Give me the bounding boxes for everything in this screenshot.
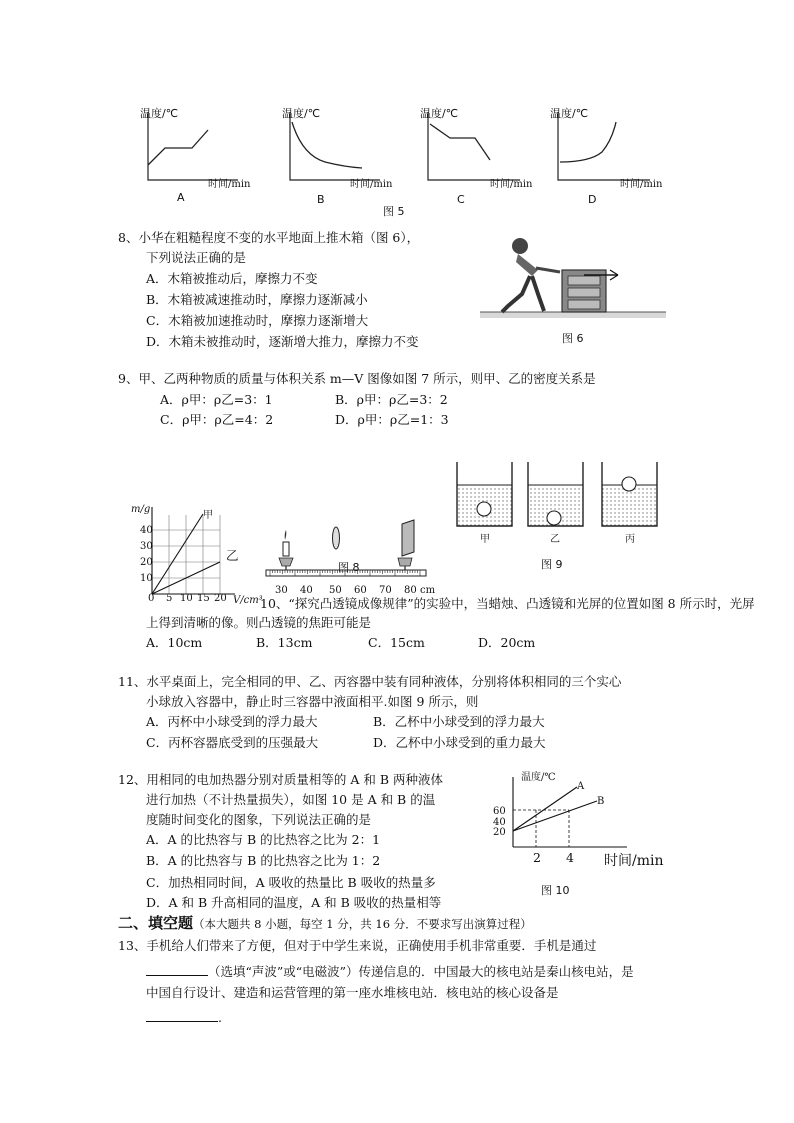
fig5-ylabel-b: 温度/℃ [282,107,321,120]
fig7-xtick-10: 10 [180,593,193,604]
q11-stem-line1: 11、水平桌面上，完全相同的甲、乙、丙容器中装有同种液体，分别将体积相同的三个实心 [118,674,622,689]
q9-option-d: D．ρ甲：ρ乙=1：3 [335,412,449,427]
q13-blank-1[interactable] [146,962,208,976]
fig6-caption: 图 6 [562,332,584,345]
q8-stem-line1: 8、小华在粗糙程度不变的水平地面上推木箱（图 6）， [118,230,420,245]
fig10-ytick-40: 40 [493,817,506,828]
fig7-xtick-0: 0 [148,593,155,604]
fig10-line-b [513,801,597,831]
fig10-xtick-4: 4 [566,850,574,865]
fig9-label-bing: 丙 [625,534,635,545]
fig5-ylabel-c: 温度/℃ [420,107,459,120]
q12-stem-line2: 进行加热（不计热量损失），如图 10 是 A 和 B 的温 [146,792,436,807]
fig8-tick-30: 30 [275,585,288,596]
fig7-label-yi: 乙 [226,548,239,563]
section-2-title: 二、填空题 [118,914,194,932]
q10-stem-line1: 10、“探究凸透镜成像规律”的实验中，当蜡烛、凸透镜和光屏的位置如图 8 所示时，光屏 [260,596,755,611]
section-2-header [118,914,532,933]
fig7-xtick-5: 5 [166,593,173,604]
fig10-xtick-2: 2 [533,850,541,865]
q10-stem-line2: 上得到清晰的像。则凸透镜的焦距可能是 [146,615,372,630]
fig9-containers [450,460,665,532]
section-2-note: （本大题共 8 小题，每空 1 分，共 16 分．不要求写出演算过程） [193,917,532,931]
fig8-tick-80: 80 [404,585,417,596]
q12-option-c: C．加热相同时间，A 吸收的热量比 B 吸收的热量多 [146,875,436,890]
q8-option-a: A．木箱被推动后，摩擦力不变 [146,271,318,286]
fig5-panel-a: A [177,191,185,204]
fig10-label-b: B [597,796,605,807]
fig6-push-box-illustration [478,232,668,327]
q12-stem-line1: 12、用相同的电加热器分别对质量相等的 A 和 B 两种液体 [118,772,444,787]
fig5-xlabel-a: 时间/min [208,179,251,190]
q8-option-c: C．木箱被加速推动时，摩擦力逐渐增大 [146,313,369,328]
fig10-graph [505,775,635,855]
fig5-ylabel-a: 温度/℃ [140,107,179,120]
q13-line2: （选填“声波”或“电磁波”）传递信息的．中国最大的核电站是秦山核电站，是 [208,964,634,979]
fig10-ylabel: 温度/℃ [521,772,556,783]
q12-option-b: B．A 的比热容与 B 的比热容之比为 1：2 [146,853,381,868]
q13-line4-wrap [146,1008,222,1026]
fig8-tick-50: 50 [329,585,342,596]
fig7-ytick-30: 30 [140,541,153,552]
q12-option-d: D．A 和 B 升高相同的温度，A 和 B 吸收的热量相等 [146,895,442,910]
fig8-unit: cm [420,585,436,596]
fig10-ytick-20: 20 [493,827,506,838]
q11-option-a: A．丙杯中小球受到的浮力最大 [146,714,318,729]
q13-line1: 13、手机给人们带来了方便，但对于中学生来说，正确使用手机非常重要．手机是通过 [118,938,597,953]
q11-option-c: C．丙杯容器底受到的压强最大 [146,735,319,750]
q10-option-d: D．20cm [478,635,536,650]
fig7-xlabel: V/cm³ [233,595,263,606]
q13-line2-wrap [146,962,634,980]
fig7-xtick-15: 15 [197,593,210,604]
q9-option-c: C．ρ甲：ρ乙=4：2 [160,412,274,427]
fig7-ytick-10: 10 [140,573,153,584]
fig5-panel-d: D [588,193,597,206]
fig10-label-a: A [577,781,585,792]
q11-option-d: D．乙杯中小球受到的重力最大 [373,735,546,750]
q12-option-a: A．A 的比热容与 B 的比热容之比为 2：1 [146,832,381,847]
q10-option-b: B．13cm [256,635,313,650]
q9-option-b: B．ρ甲：ρ乙=3：2 [335,392,448,407]
fig7-ytick-20: 20 [140,557,153,568]
q8-stem-line2: 下列说法正确的是 [146,250,247,265]
fig9-caption: 图 9 [541,558,563,571]
q13-blank-2[interactable] [146,1008,218,1022]
q9-option-a: A．ρ甲：ρ乙=3：1 [160,392,273,407]
fig5-ylabel-d: 温度/℃ [550,107,589,120]
fig10-xlabel: 时间/min [604,853,664,869]
fig9-label-jia: 甲 [480,534,490,545]
fig8-tick-60: 60 [354,585,367,596]
fig5-panel-c: C [457,193,465,206]
fig5-panel-b: B [317,193,325,206]
fig5-xlabel-b: 时间/min [350,179,393,190]
fig5-xlabel-d: 时间/min [620,179,663,190]
fig10-caption: 图 10 [541,884,570,897]
fig7-ylabel: m/g [131,504,151,515]
q10-option-c: C．15cm [368,635,425,650]
fig9-label-yi: 乙 [550,534,560,545]
fig10-ytick-60: 60 [493,806,506,817]
q10-option-a: A．10cm [146,635,203,650]
q11-option-b: B．乙杯中小球受到的浮力最大 [373,714,545,729]
fig10-line-a [513,787,577,831]
fig8-caption: 图 8 [338,561,360,574]
q8-option-b: B．木箱被减速推动时，摩擦力逐渐减小 [146,292,368,307]
q12-stem-line3: 度随时间变化的图象，下列说法正确的是 [146,812,372,827]
fig7-xtick-20: 20 [214,593,227,604]
fig7-ytick-40: 40 [140,525,153,536]
fig5-caption: 图 5 [383,205,405,218]
q13-line4: . [218,1010,222,1025]
fig5-xlabel-c: 时间/min [490,179,533,190]
q8-option-d: D．木箱未被推动时，逐渐增大推力，摩擦力不变 [146,334,419,349]
fig8-tick-40: 40 [300,585,313,596]
fig7-label-jia: 甲 [203,510,213,521]
fig8-tick-70: 70 [379,585,392,596]
q11-stem-line2: 小球放入容器中，静止时三容器中液面相平.如图 9 所示，则 [146,694,479,709]
q13-line3: 中国自行设计、建造和运营管理的第一座水堆核电站．核电站的核心设备是 [146,985,559,1000]
q9-stem: 9、甲、乙两种物质的质量与体积关系 m—V 图像如图 7 所示，则甲、乙的密度关系是 [118,371,596,386]
